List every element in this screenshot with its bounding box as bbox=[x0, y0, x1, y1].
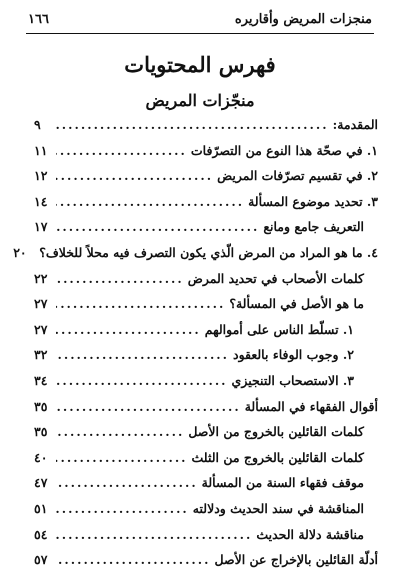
toc-entry-page-number: ١٤ bbox=[34, 193, 48, 209]
dot-leader bbox=[56, 552, 210, 567]
toc-entry-label: موقف فقهاء السنة من المسألة bbox=[201, 475, 364, 491]
toc-entry bbox=[34, 475, 378, 501]
toc-entry-label: ١. في صحّة هذا النوع من التصرّفات bbox=[190, 142, 378, 158]
toc-entry-page-number: ٤٧ bbox=[34, 475, 48, 491]
toc-entry bbox=[34, 194, 378, 220]
toc-entry-page-number: ١٢ bbox=[34, 168, 48, 184]
toc-entry bbox=[34, 143, 378, 169]
toc-entry-page-number: ٢٠ bbox=[13, 244, 27, 260]
toc-entry bbox=[34, 168, 378, 194]
toc-entry bbox=[34, 271, 378, 297]
dot-leader bbox=[56, 117, 329, 132]
toc-entry bbox=[34, 450, 378, 476]
toc-entry-label: أدلّة القائلين بالإخراج عن الأصل bbox=[214, 552, 378, 568]
toc-entry-label: ٢. في تقسيم تصرّفات المريض bbox=[217, 168, 378, 184]
dot-leader bbox=[56, 271, 184, 286]
toc-entry-page-number: ٥٧ bbox=[34, 552, 48, 568]
toc-entry bbox=[34, 399, 378, 425]
toc-entry-page-number: ٣٥ bbox=[34, 398, 48, 414]
dot-leader bbox=[56, 194, 244, 209]
toc-entry-page-number: ١١ bbox=[34, 142, 48, 158]
toc-entry bbox=[34, 347, 378, 373]
running-header-book-title: منجزات المريض وأقاريره bbox=[234, 11, 372, 27]
header-divider bbox=[26, 33, 374, 34]
dot-leader bbox=[56, 296, 225, 311]
toc-entry bbox=[34, 501, 378, 527]
toc-entry bbox=[13, 244, 378, 271]
toc-entry-label: ٣. تحديد موضوع المسألة bbox=[248, 193, 378, 209]
toc-entry bbox=[34, 296, 378, 322]
toc-entry-page-number: ٣٥ bbox=[34, 424, 48, 440]
dot-leader bbox=[56, 475, 198, 490]
toc-entry-label: ما هو الأصل في المسألة؟ bbox=[229, 296, 364, 312]
table-of-contents bbox=[13, 117, 378, 578]
toc-entry-label: أقوال الفقهاء في المسألة bbox=[244, 398, 378, 414]
toc-entry-page-number: ٩ bbox=[34, 117, 41, 132]
dot-leader bbox=[56, 373, 228, 388]
running-header-page-number: ١٦٦ bbox=[28, 11, 49, 27]
toc-entry bbox=[34, 424, 378, 450]
toc-entry-page-number: ٢٧ bbox=[34, 296, 48, 312]
toc-entry bbox=[34, 117, 378, 143]
toc-entry-label: المناقشة في سند الحديث ودلالته bbox=[192, 500, 364, 516]
dot-leader bbox=[56, 450, 188, 465]
toc-entry bbox=[34, 527, 378, 553]
toc-entry-page-number: ٢٢ bbox=[34, 270, 48, 286]
dot-leader bbox=[56, 501, 189, 516]
toc-entry-page-number: ١٧ bbox=[34, 219, 48, 235]
dot-leader bbox=[56, 322, 201, 337]
toc-entry-label: كلمات القائلين بالخروج من الأصل bbox=[188, 424, 364, 440]
toc-entry-label: التعريف جامع ومانع bbox=[263, 219, 364, 235]
dot-leader bbox=[56, 219, 259, 234]
toc-entry-label: كلمات الأصحاب في تحديد المرض bbox=[187, 270, 364, 286]
toc-entry bbox=[34, 552, 378, 578]
dot-leader bbox=[56, 347, 229, 362]
toc-entry bbox=[34, 322, 378, 348]
toc-entry-page-number: ٤٠ bbox=[34, 449, 48, 465]
toc-entry-label: ١. تسلّط الناس على أموالهم bbox=[204, 321, 354, 337]
dot-leader bbox=[56, 143, 187, 158]
toc-entry bbox=[34, 373, 378, 399]
toc-entry-page-number: ٢٧ bbox=[34, 321, 48, 337]
toc-entry-label: ٣. الاستصحاب التنجيزي bbox=[231, 372, 354, 388]
toc-entry-label: المقدمة: bbox=[332, 117, 378, 132]
dot-leader bbox=[56, 399, 241, 414]
running-header bbox=[28, 8, 372, 30]
toc-entry-label: ٤. ما هو المراد من المرض الّذي يكون التصرف فيه محلاً للخلاف؟ bbox=[39, 244, 378, 260]
toc-entry bbox=[34, 219, 378, 245]
index-title: فهرس المحتويات bbox=[124, 52, 276, 77]
dot-leader bbox=[56, 168, 213, 183]
toc-entry-label: مناقشة دلالة الحديث bbox=[256, 526, 364, 542]
toc-entry-page-number: ٣٢ bbox=[34, 347, 48, 363]
toc-entry-label: ٢. وجوب الوفاء بالعقود bbox=[233, 347, 354, 363]
toc-entry-page-number: ٥٤ bbox=[34, 526, 48, 542]
section-title: منجّزات المريض bbox=[145, 91, 255, 110]
dot-leader bbox=[56, 527, 252, 542]
dot-leader bbox=[56, 424, 184, 439]
toc-entry-page-number: ٥١ bbox=[34, 500, 48, 516]
toc-entry-label: كلمات القائلين بالخروج من الثلث bbox=[191, 449, 364, 465]
toc-entry-page-number: ٣٤ bbox=[34, 372, 48, 388]
